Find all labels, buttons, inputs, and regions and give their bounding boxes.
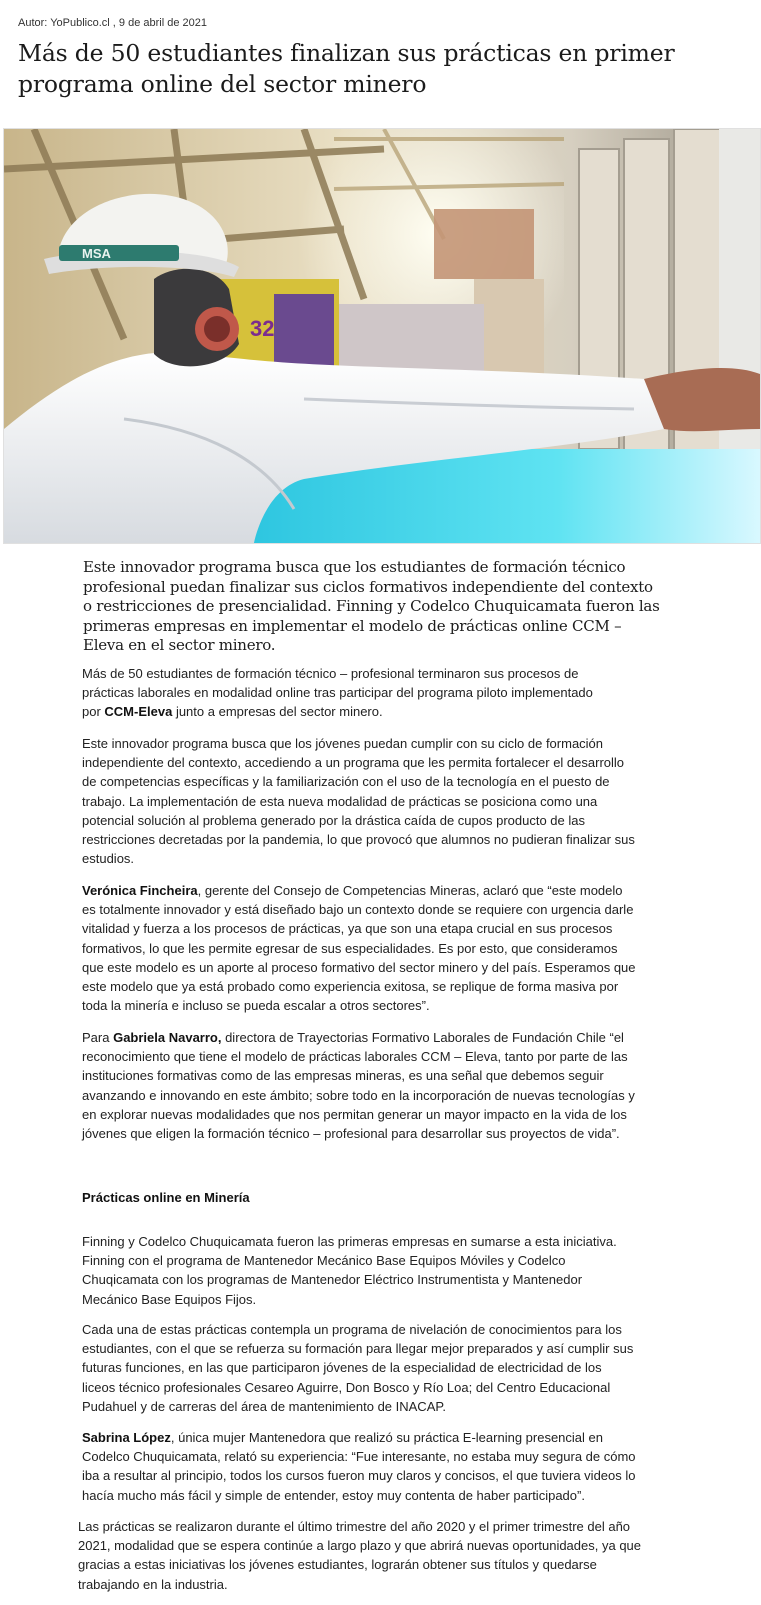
paragraph-8: Las prácticas se realizaron durante el último trimestre del año 2020 y el primer trimestre del año 2021, modalidad que se espera continúe a largo plazo y que abrirá nuevas oportunidades, ya que gracias a estas iniciativas los jóvenes estudiantes, lograrán obtener sus títulos y quedarse trabajando en la industria.: [78, 1519, 642, 1592]
machine-number-text: 32: [250, 316, 275, 341]
paragraph-5: Finning y Codelco Chuquicamata fueron las primeras empresas en sumarse a esta iniciativa. Finning con el programa de Mantenedor Mecánico Base Equipos Móviles y Codelco Chuqicamata con los programas de Mantenedor Eléctrico Instrumentista y Mantenedor Mecánico Base Equipos Fijos.: [82, 1234, 617, 1307]
hero-image: [3, 128, 761, 544]
paragraph-1: Más de 50 estudiantes de formación técnico – profesional terminaron sus procesos de prácticas laborales en modalidad online tras participar del programa piloto implementado por CCM-Eleva junto a empresas del sector minero.: [82, 666, 593, 720]
org-name-ccm-eleva: CCM-Eleva: [104, 704, 173, 720]
article-title: Más de 50 estudiantes finalizan sus prácticas en primer programa online del sector minero: [18, 39, 675, 98]
person-name-veronica-fincheira: Verónica Fincheira: [82, 883, 198, 898]
paragraph-3: Verónica Fincheira, gerente del Consejo de Competencias Mineras, aclaró que “este modelo es totalmente innovador y está diseñado bajo un contexto donde se requiere con urgencia darle vitalidad y fuerza a los procesos de prácticas, ya que son una etapa crucial en sus procesos formativos, lo que les permite egresar de sus especialidades. Es por esto, que consideramos que este modelo es un aporte al proceso formativo del sector minero y del país. Esperamos que este modelo que ya está probado como experiencia exitosa, se replique de forma masiva por toda la minería e incluso se pueda escalar a otros sectores”.: [82, 883, 636, 1014]
helmet-brand-text: MSA: [82, 246, 111, 261]
paragraph-7: Sabrina López, única mujer Mantenedora que realizó su práctica E-learning presencial en Codelco Chuquicamata, relató su experiencia: “Fue interesante, no estaba muy segura de cómo iba a resultar al principio, todos los cursos fueron muy claros y concisos, el que tuviera videos lo hacía mucho más fácil y simple de entender, estoy muy contenta de haber participado”.: [82, 1430, 636, 1503]
person-name-sabrina-lopez: Sabrina López: [82, 1430, 171, 1445]
article-lead: Este innovador programa busca que los estudiantes de formación técnico profesional puedan finalizar sus ciclos formativos independiente del contexto o restricciones de presencialidad. Finning y Codelco Chuquicamata fueron las primeras empresas en implementar el modelo de prácticas online CCM – Eleva en el sector minero.: [83, 558, 660, 654]
article-meta: Autor: YoPublico.cl , 9 de abril de 2021: [18, 17, 207, 29]
paragraph-6: Cada una de estas prácticas contempla un programa de nivelación de conocimientos para los estudiantes, con el que se refuerza su formación para llegar mejor preparados y así cumplir sus futuras funciones, en las que participaron jóvenes de la especialidad de electricidad de los liceos técnico profesionales Cesareo Aguirre, Don Bosco y Río Loa; del Centro Educacional Pudahuel y de carreras del área de mantenimiento de INACAP.: [82, 1322, 634, 1414]
section-heading: Prácticas online en Minería: [82, 1190, 250, 1205]
person-name-gabriela-navarro: Gabriela Navarro,: [113, 1030, 222, 1045]
paragraph-2: Este innovador programa busca que los jóvenes puedan cumplir con su ciclo de formación independiente del contexto, accediendo a un programa que les permita fortalecer el desarrollo de competencias específicas y la familiarización con el uso de la tecnología en el puesto de trabajo. La implementación de esta nueva modalidad de prácticas se posiciona como una potencial solución al problema generado por la drástica caída de cupos producto de las restricciones decretadas por la pandemia, lo que provocó que alumnos no pudieran finalizar sus estudios.: [82, 736, 635, 867]
paragraph-4: Para Gabriela Navarro, directora de Trayectorias Formativo Laborales de Fundación Chile “el reconocimiento que tiene el modelo de prácticas laborales CCM – Eleva, tanto por parte de las instituciones formativas como de las empresas mineras, es una señal que debemos seguir avanzando e innovando en este ámbito; sobre todo en la incorporación de nuevas tecnologías y en explorar nuevas modalidades que nos permitan generar un mayor impacto en la vida de los jóvenes que eligen la formación técnico – profesional para desarrollar sus proyectos de vida”.: [82, 1030, 635, 1142]
